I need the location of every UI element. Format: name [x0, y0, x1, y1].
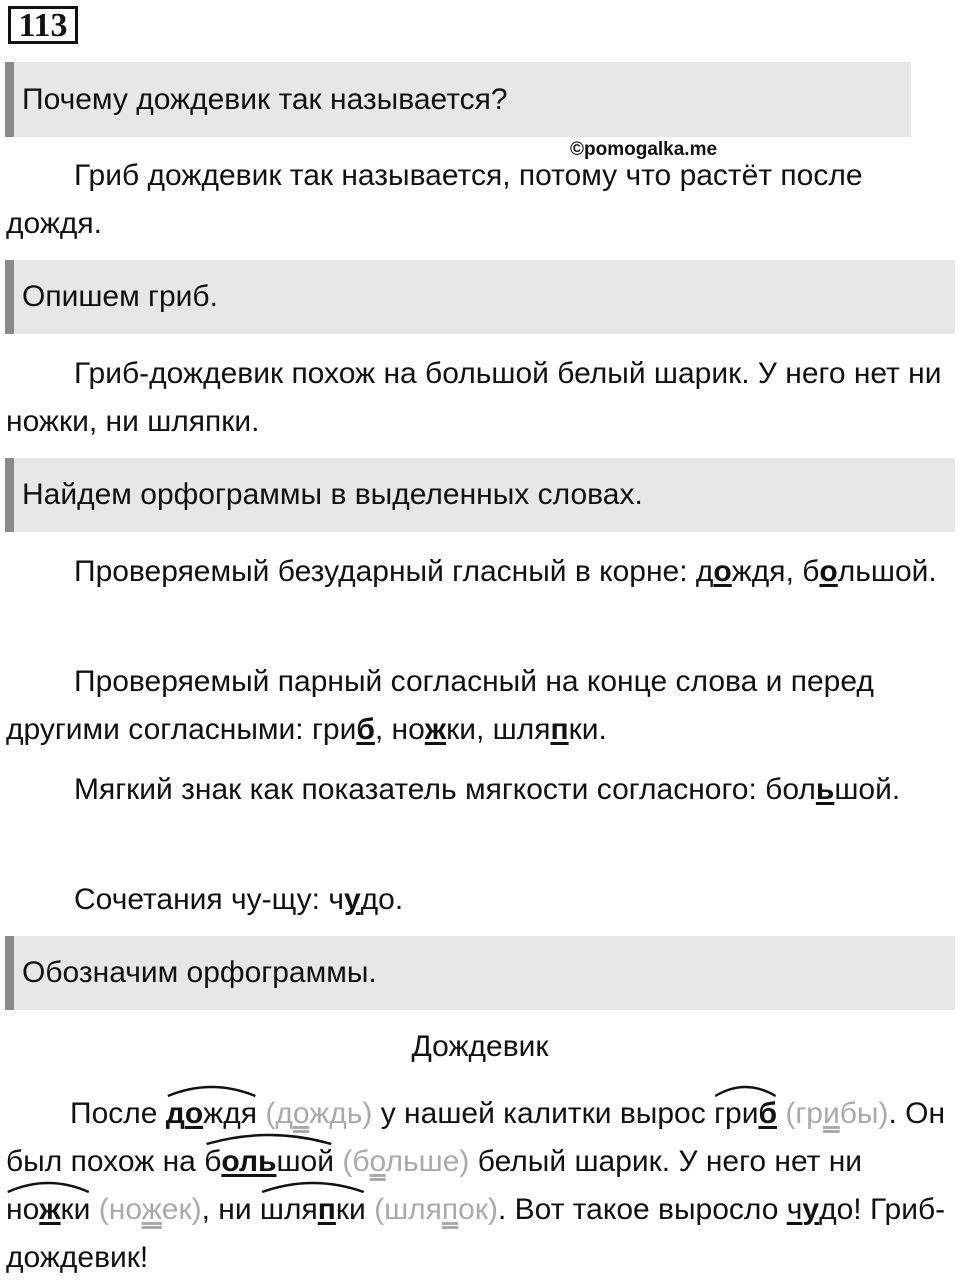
question-bar-4: [5, 936, 955, 1010]
orthogram-letter: ь: [815, 773, 835, 806]
rule-2: Проверяемый парный согласный на конце слова и перед другими согласными: гриб, ножки, шляпки.: [6, 665, 874, 746]
question-bar-2: [5, 260, 955, 334]
check-word: (дождь): [265, 1097, 373, 1130]
story-word-grib: гриб: [714, 1090, 777, 1138]
root-arc-icon: [714, 1081, 777, 1097]
root-arc-icon: [260, 1177, 366, 1193]
question-bar-1: [5, 62, 911, 137]
exercise-number: 113: [8, 6, 78, 44]
check-word: (ножек): [98, 1193, 202, 1226]
story-word-bolshoy: большой: [204, 1138, 334, 1186]
rule-4: Сочетания чу-щу: чудо.: [74, 883, 404, 916]
rule-1: Проверяемый безударный гласный в корне: дождя, большой.: [74, 555, 937, 588]
orthogram-letter: о: [819, 555, 838, 588]
orthogram-letter: о: [713, 555, 732, 588]
rule-3: Мягкий знак как показатель мягкости согласного: большой.: [74, 773, 901, 806]
answer-2: Гриб-дождевик похож на большой белый шарик. У него нет ни ножки, ни шляпки.: [6, 357, 942, 438]
story-word-dozhdya: дождя: [166, 1090, 257, 1138]
question-4: Обозначим орфограммы.: [22, 956, 377, 989]
root-arc-icon: [204, 1129, 334, 1145]
question-3: Найдем орфограммы в выделенных словах.: [22, 478, 643, 511]
story-title: Дождевик: [411, 1030, 549, 1063]
root-arc-icon: [6, 1177, 90, 1193]
question-2: Опишем гриб.: [22, 280, 218, 313]
orthogram-letter: у: [343, 883, 361, 916]
answer-1: Гриб дождевик так называется, потому что растёт после дождя.: [6, 159, 863, 240]
root-arc-icon: [166, 1081, 257, 1097]
story-text: После дождя (дождь) у нашей калитки вырос гриб (грибы). Он был похож на большой (больше) белый шарик. У него нет ни ножки (ножек), ни шляпки (шляпок). Вот такое выросло чудо! Гриб-дождевик!: [6, 1090, 954, 1282]
question-1: Почему дождевик так называется?: [22, 82, 508, 116]
story-word-shlyapki: шляпки: [260, 1186, 366, 1234]
orthogram-letter: п: [550, 713, 569, 746]
orthogram-letter: ж: [424, 713, 447, 746]
check-word: (шляпок): [374, 1193, 498, 1226]
question-bar-3: [5, 458, 955, 532]
check-word: (грибы): [785, 1097, 889, 1130]
watermark: ©pomogalka.me: [570, 139, 718, 160]
story-word-nozhki: ножки: [6, 1186, 90, 1234]
orthogram-letter: б: [356, 713, 375, 746]
check-word: (больше): [342, 1145, 470, 1178]
